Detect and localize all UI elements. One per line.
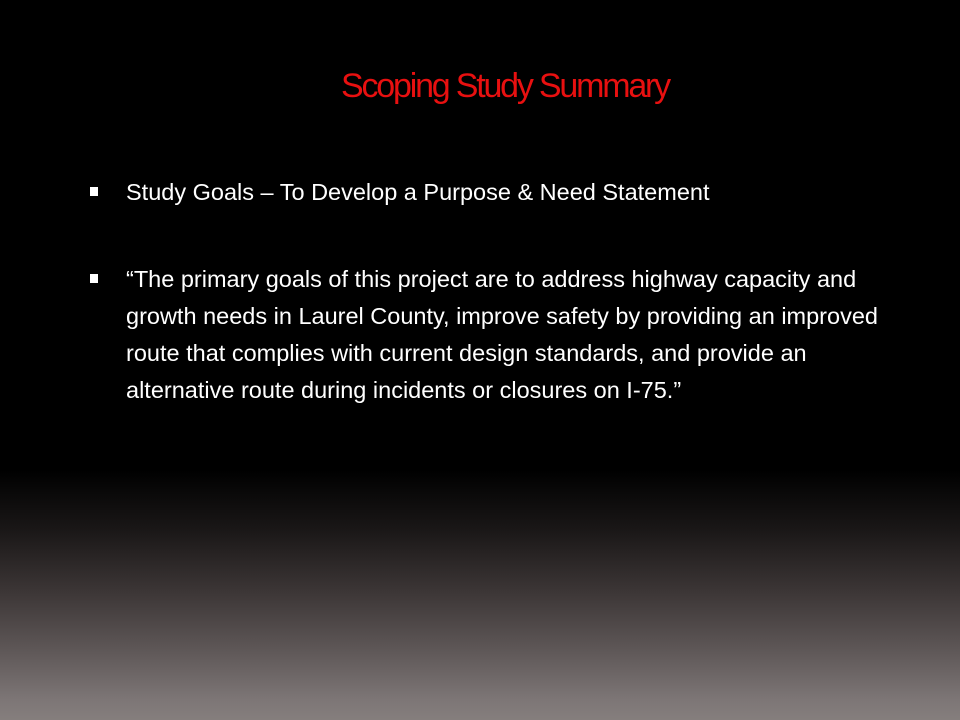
- bullet-study-goals: [88, 174, 888, 211]
- bullet-primary-goals-quote: [88, 261, 888, 409]
- bullet-text: “The primary goals of this project are to address highway capacity and growth needs in Laurel County, improve safety by providing an improved route that complies with current design standards, and provide an alternative route during incidents or closures on I-75.”: [126, 266, 878, 403]
- bullet-list: [88, 174, 888, 409]
- slide-title: Scoping Study Summary: [341, 67, 669, 105]
- square-bullet-icon: [90, 274, 98, 283]
- bullet-text: Study Goals – To Develop a Purpose & Need Statement: [126, 179, 710, 205]
- square-bullet-icon: [90, 187, 98, 196]
